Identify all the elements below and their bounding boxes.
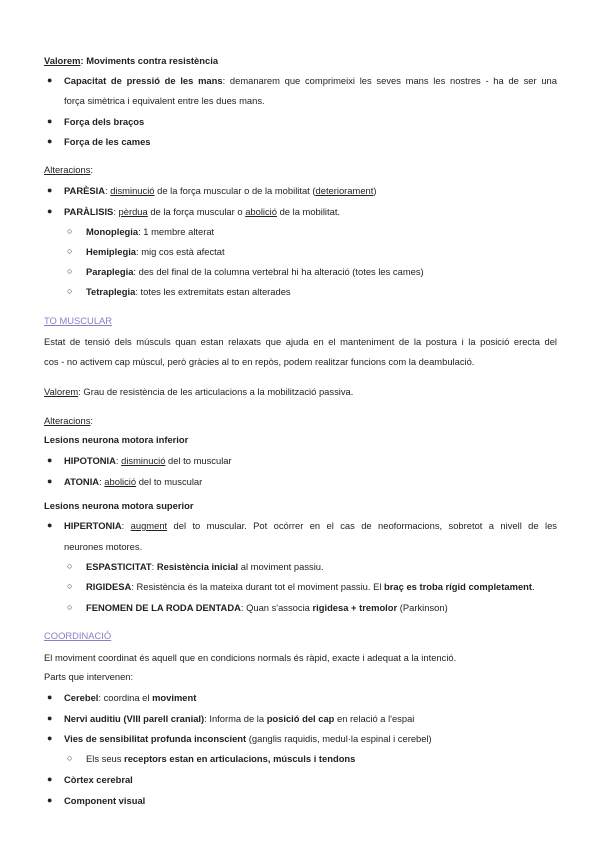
list-item-continuation: força simètrica i equivalent entre les dues mans. (64, 95, 265, 106)
list-item-nervi: Nervi auditiu (VIII parell cranial): Informa de la posició del cap en relació a l'espai (64, 713, 415, 724)
circle-bullet-icon: ○ (67, 226, 73, 236)
list-item-atonia: ATONIA: abolició del to muscular (64, 476, 203, 487)
list-item-vies: Vies de sensibilitat profunda inconscient (ganglis raquidis, medul·la espinal i cerebel) (64, 733, 432, 744)
valorem-text: : Moviments contra resistència (80, 55, 219, 66)
circle-bullet-icon: ○ (67, 246, 73, 256)
paragraph-line: cos - no activem cap múscul, però gràcies al to en repòs, podem realitzar funcions com la deambulació. (44, 356, 475, 367)
sub-item: Hemiplegia: mig cos està afectat (86, 246, 225, 257)
sub-item-receptors: Els seus receptors estan en articulacions, músculs i tendons (86, 753, 356, 764)
bullet-icon: ● (47, 774, 53, 784)
paragraph-line: Parts que intervenen: (44, 671, 134, 682)
sub-item-rigidesa: RIGIDESA: Resistència és la mateixa durant tot el moviment passiu. El braç es troba rígid completament. (86, 581, 535, 592)
circle-bullet-icon: ○ (67, 561, 73, 571)
sub-item-espasticitat: ESPASTICITAT: Resistència inicial al moviment passiu. (86, 561, 324, 572)
paragraph-line: Estat de tensió dels músculs quan estan relaxats que ajuda en el manteniment de la postura i la posició erecta del (44, 336, 557, 347)
subheading-superior: Lesions neurona motora superior (44, 500, 194, 511)
alteracions-heading: Alteracions: (44, 415, 93, 426)
circle-bullet-icon: ○ (67, 266, 73, 276)
list-item-paresia: PARÈSIA: disminució de la força muscular o de la mobilitat (deteriorament) (64, 185, 377, 196)
bullet-icon: ● (47, 795, 53, 805)
alteracions-heading: Alteracions: (44, 164, 93, 175)
sub-item: Paraplegia: des del final de la columna vertebral hi ha alteració (totes les cames) (86, 266, 424, 277)
list-item-paralisis: PARÀLISIS: pèrdua de la força muscular o abolició de la mobilitat. (64, 206, 341, 217)
bullet-icon: ● (47, 185, 53, 195)
list-item-hipertonia: HIPERTONIA: augment del to muscular. Pot ocórrer en el cas de neoformacions, sobretot a nivell de les (64, 520, 557, 531)
list-item-continuation: neurones motores. (64, 541, 143, 552)
sub-item: Tetraplegia: totes les extremitats estan alterades (86, 286, 291, 297)
valorem-label: Valorem (44, 55, 81, 66)
bullet-icon: ● (47, 713, 53, 723)
list-item: Força dels braços (64, 116, 145, 127)
bullet-icon: ● (47, 733, 53, 743)
sub-item: Monoplegia: 1 membre alterat (86, 226, 215, 237)
list-item-visual: Component visual (64, 795, 146, 806)
section-title-coordinacio: COORDINACIÓ (44, 630, 112, 641)
paragraph-line: El moviment coordinat és aquell que en condicions normals és ràpid, exacte i adequat a la intenció. (44, 652, 457, 663)
circle-bullet-icon: ○ (67, 581, 73, 591)
valorem-line (44, 55, 218, 66)
subheading-inferior: Lesions neurona motora inferior (44, 434, 189, 445)
list-item-hipotonia: HIPOTONIA: disminució del to muscular (64, 455, 232, 466)
circle-bullet-icon: ○ (67, 602, 73, 612)
bullet-icon: ● (47, 136, 53, 146)
list-item: Força de les cames (64, 136, 151, 147)
circle-bullet-icon: ○ (67, 753, 73, 763)
bullet-icon: ● (47, 206, 53, 216)
bullet-icon: ● (47, 476, 53, 486)
list-item-cerebel: Cerebel: coordina el moviment (64, 692, 197, 703)
bullet-icon: ● (47, 75, 53, 85)
bullet-icon: ● (47, 692, 53, 702)
list-item: Capacitat de pressió de les mans: demanarem que comprimeixi les seves mans les nostres - ha de ser una (64, 75, 557, 86)
circle-bullet-icon: ○ (67, 286, 73, 296)
section-title-to-muscular: TO MUSCULAR (44, 315, 113, 326)
valorem-line: Valorem: Grau de resistència de les articulacions a la mobilització passiva. (44, 386, 354, 397)
sub-item-roda-dentada: FENOMEN DE LA RODA DENTADA: Quan s'associa rigidesa + tremolor (Parkinson) (86, 602, 448, 613)
bullet-icon: ● (47, 116, 53, 126)
bullet-icon: ● (47, 520, 53, 530)
bullet-icon: ● (47, 455, 53, 465)
list-item-cortex: Còrtex cerebral (64, 774, 133, 785)
